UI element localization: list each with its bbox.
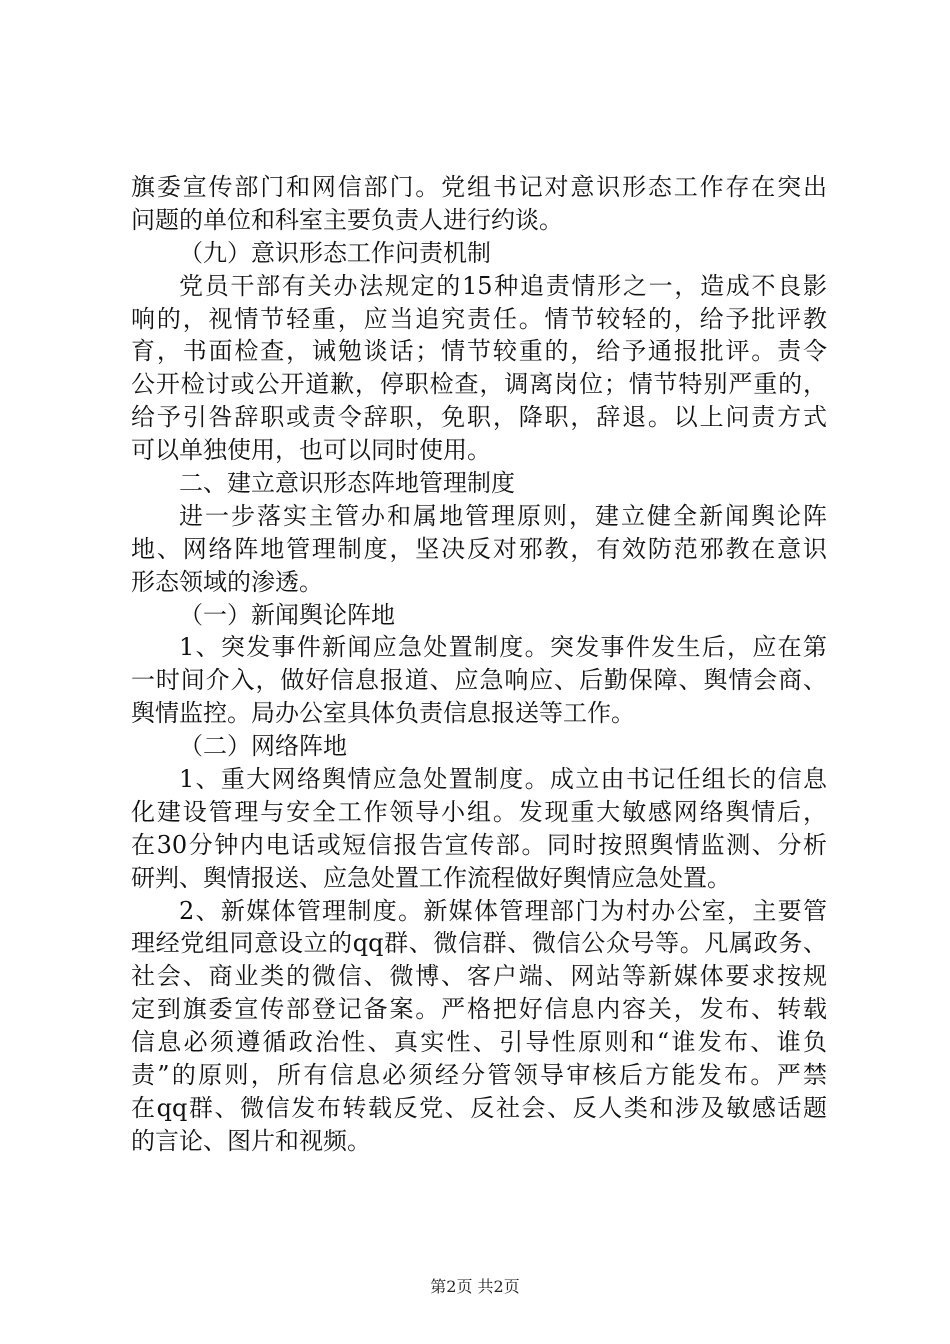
text-line: 定到旗委宣传部登记备案。严格把好信息内容关，发布、转载 bbox=[131, 995, 827, 1024]
page-number-footer: 第2页 共2页 bbox=[430, 1277, 520, 1296]
document-body bbox=[131, 171, 827, 1158]
text-line: 1、突发事件新闻应急处置制度。突发事件发生后，应在第 bbox=[179, 633, 827, 662]
text-line: 育，书面检查，诫勉谈话；情节较重的，给予通报批评。责令 bbox=[131, 337, 827, 366]
text-line: 形态领域的渗透。 bbox=[131, 567, 323, 596]
text-line: 旗委宣传部门和网信部门。党组书记对意识形态工作存在突出 bbox=[131, 173, 827, 201]
text-line: 1、重大网络舆情应急处置制度。成立由书记任组长的信息 bbox=[179, 765, 827, 794]
section-heading: （九）意识形态工作问责机制 bbox=[179, 238, 491, 267]
text-line: 可以单独使用，也可以同时使用。 bbox=[131, 436, 491, 465]
text-line: 一时间介入，做好信息报道、应急响应、后勤保障、舆情会商、 bbox=[131, 666, 827, 695]
text-line: 研判、舆情报送、应急处置工作流程做好舆情应急处置。 bbox=[131, 863, 731, 892]
text-line: 给予引咎辞职或责令辞职，免职，降职，辞退。以上问责方式 bbox=[131, 403, 827, 432]
text-line: 在qq群、微信发布转载反党、反社会、反人类和涉及敏感话题 bbox=[131, 1093, 827, 1122]
text-line: 党员干部有关办法规定的15种追责情形之一，造成不良影 bbox=[179, 271, 827, 300]
text-line: 进一步落实主管办和属地管理原则，建立健全新闻舆论阵 bbox=[179, 501, 827, 530]
text-line: 理经党组同意设立的qq群、微信群、微信公众号等。凡属政务、 bbox=[131, 929, 827, 958]
section-heading: （一）新闻舆论阵地 bbox=[179, 600, 395, 629]
text-line: 的言论、图片和视频。 bbox=[131, 1126, 371, 1155]
text-line: 社会、商业类的微信、微博、客户端、网站等新媒体要求按规 bbox=[131, 962, 827, 991]
section-heading: （二）网络阵地 bbox=[179, 732, 347, 761]
text-line: 化建设管理与安全工作领导小组。发现重大敏感网络舆情后， bbox=[131, 797, 827, 826]
text-line: 地、网络阵地管理制度，坚决反对邪教，有效防范邪教在意识 bbox=[131, 534, 827, 563]
text-line: 2、新媒体管理制度。新媒体管理部门为村办公室，主要管 bbox=[179, 896, 827, 925]
text-line: 问题的单位和科室主要负责人进行约谈。 bbox=[131, 205, 563, 234]
text-line: 响的，视情节轻重，应当追究责任。情节较轻的，给予批评教 bbox=[131, 304, 827, 333]
text-line: 舆情监控。局办公室具体负责信息报送等工作。 bbox=[131, 699, 635, 728]
text-line: 信息必须遵循政治性、真实性、引导性原则和“谁发布、谁负 bbox=[131, 1028, 827, 1057]
text-line: 责”的原则，所有信息必须经分管领导审核后方能发布。严禁 bbox=[131, 1061, 827, 1090]
text-line: 在30分钟内电话或短信报告宣传部。同时按照舆情监测、分析 bbox=[131, 830, 827, 859]
text-line: 公开检讨或公开道歉，停职检查，调离岗位；情节特别严重的， bbox=[131, 370, 827, 399]
section-heading: 二、建立意识形态阵地管理制度 bbox=[179, 469, 515, 498]
